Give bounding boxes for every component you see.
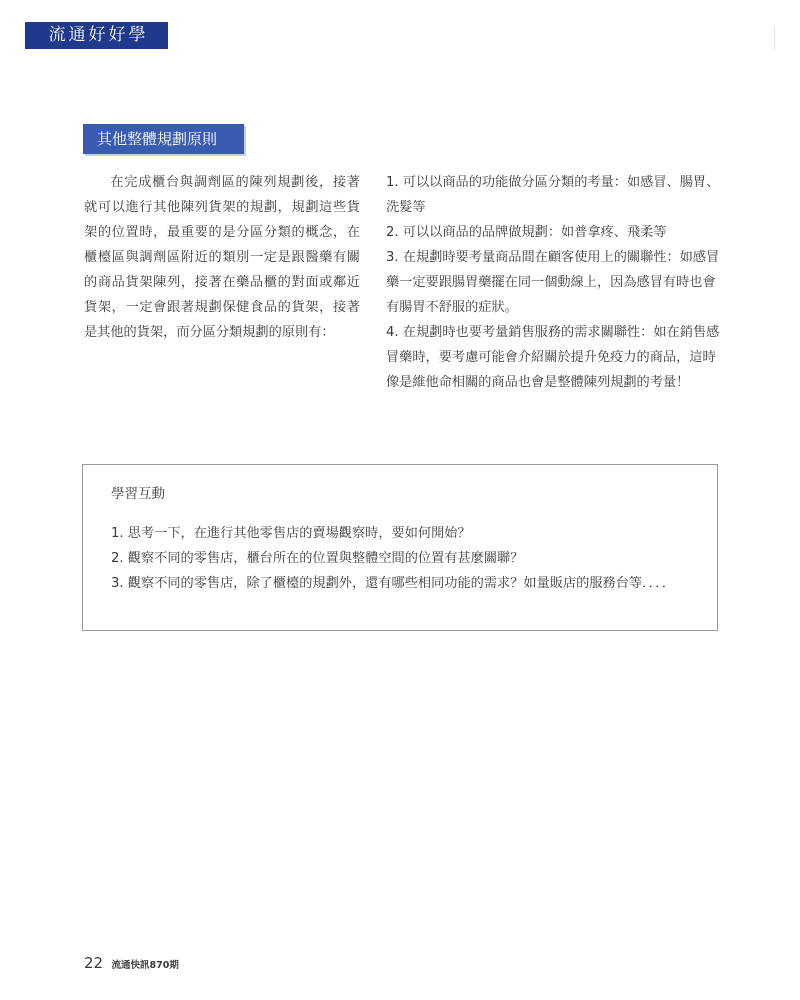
section-heading: 其他整體規劃原則 <box>83 124 244 154</box>
principle-item: 2. 可以以商品的品牌做規劃：如普拿疼、飛柔等 <box>386 225 667 240</box>
principle-item: 3. 在規劃時要考量商品間在顧客使用上的關聯性：如感冒藥一定要跟腸胃藥擺在同一個動線上，因為感冒有時也會有腸胃不舒服的症狀。 <box>386 250 720 315</box>
principles-list <box>386 170 723 395</box>
principle-item: 4. 在規劃時也要考量銷售服務的需求關聯性：如在銷售感冒藥時，要考慮可能會介紹關於提升免疫力的商品，這時像是維他命相關的商品也會是整體陳列規劃的考量！ <box>386 325 720 390</box>
question-item: 1. 思考一下，在進行其他零售店的賣場觀察時，要如何開始？ <box>111 526 471 541</box>
question-item: 3. 觀察不同的零售店，除了櫃檯的規劃外，還有哪些相同功能的需求？如量販店的服務台等．．．． <box>111 576 676 591</box>
intro-paragraph: 在完成櫃台與調劑區的陳列規劃後，接著就可以進行其他陳列貨架的規劃，規劃這些貨架的位置時，最重要的是分區分類的概念，在櫃檯區與調劑區附近的類別一定是跟醫藥有關的商品貨架陳列，接著在藥品櫃的對面或鄰近貨架，一定會跟著規劃保健食品的貨架，接著是其他的貨架，而分區分類規劃的原則有： <box>84 175 360 340</box>
learning-interaction-box <box>82 464 718 631</box>
brand-tag: 流通好好學 <box>25 22 168 49</box>
question-list <box>111 521 691 596</box>
issue-label: 流通快訊870期 <box>111 960 179 971</box>
corner-divider <box>774 26 775 50</box>
learning-box-title: 學習互動 <box>111 486 165 502</box>
page-footer <box>84 953 179 976</box>
question-item: 2. 觀察不同的零售店，櫃台所在的位置與整體空間的位置有甚麼關聯？ <box>111 551 524 566</box>
page-number: 22 <box>84 954 104 972</box>
principle-item: 1. 可以以商品的功能做分區分類的考量：如感冒、腸胃、洗髮等 <box>386 175 720 215</box>
